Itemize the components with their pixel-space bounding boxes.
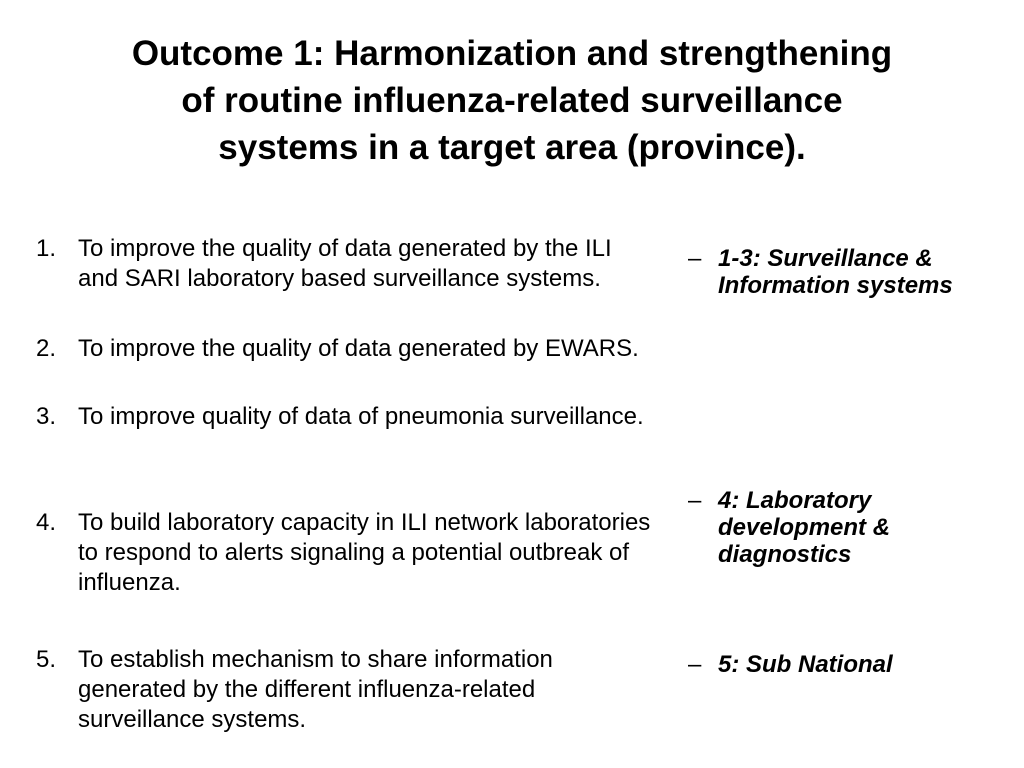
focus-area-item-2 <box>688 487 968 568</box>
objective-item-1 <box>36 234 656 294</box>
slide-title-line-1: Outcome 1: Harmonization and strengthening <box>131 34 893 73</box>
focus-area-item-3 <box>688 651 968 678</box>
objective-number: 3. <box>36 403 57 430</box>
dash-bullet: – <box>688 651 702 678</box>
objective-text: To improve the quality of data generated by the ILI and SARI laboratory based surveillance systems. <box>78 235 612 292</box>
objective-item-3 <box>36 402 656 432</box>
objective-text: To improve the quality of data generated by EWARS. <box>78 335 639 362</box>
objective-item-4 <box>36 508 656 598</box>
objective-item-2 <box>36 334 656 364</box>
objective-number: 4. <box>36 509 57 536</box>
slide-title <box>40 30 984 171</box>
objective-text: To build laboratory capacity in ILI network laboratories to respond to alerts signaling a potential outbreak of influenza. <box>78 509 651 596</box>
slide-title-line-3: systems in a target area (province). <box>218 128 806 167</box>
objective-text: To establish mechanism to share information generated by the different influenza-related surveillance systems. <box>78 646 553 733</box>
objective-number: 5. <box>36 646 57 673</box>
dash-bullet: – <box>688 487 702 514</box>
objective-number: 1. <box>36 235 57 262</box>
slide-title-line-2: of routine influenza-related surveillance <box>181 81 843 120</box>
focus-area-item-1 <box>688 245 968 299</box>
focus-area-text: 4: Laboratory development & diagnostics <box>718 487 891 568</box>
objective-item-5 <box>36 645 656 735</box>
objective-text: To improve quality of data of pneumonia surveillance. <box>78 403 644 430</box>
focus-area-text: 5: Sub National <box>718 651 893 678</box>
focus-area-text: 1-3: Surveillance & Information systems <box>718 245 953 299</box>
objective-number: 2. <box>36 335 57 362</box>
dash-bullet: – <box>688 245 702 272</box>
